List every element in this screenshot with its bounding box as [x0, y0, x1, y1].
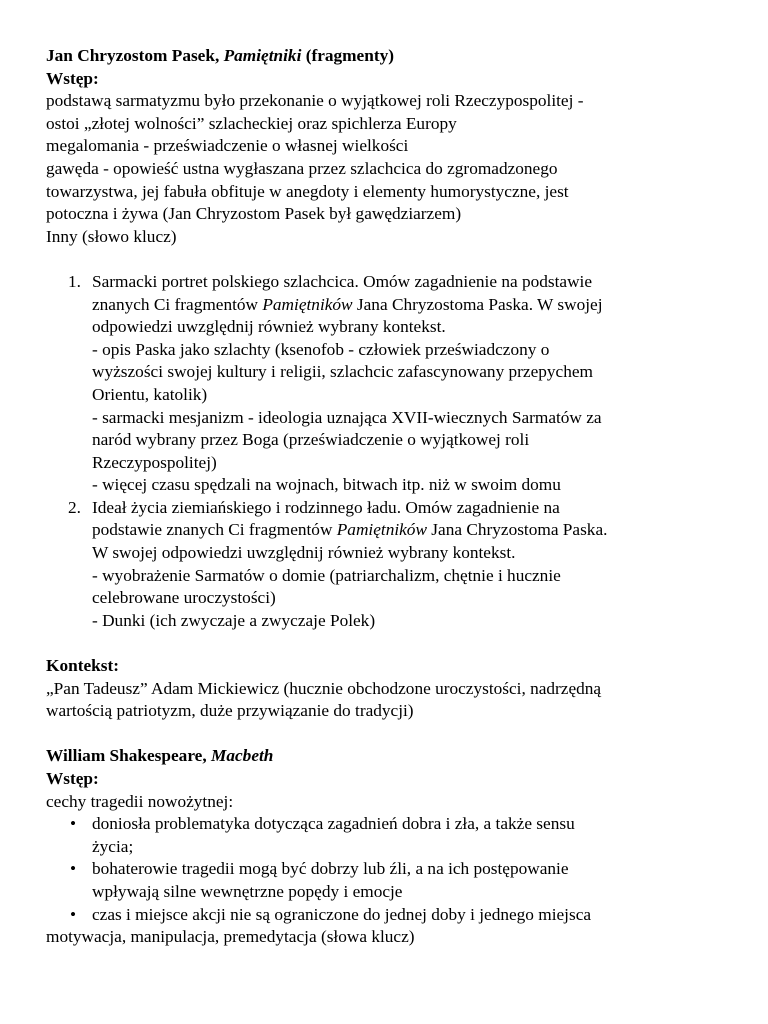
answer-point: - opis Paska jako szlachty (ksenofob - człowiek przeświadczony o	[92, 339, 550, 359]
bullet-list	[46, 813, 726, 903]
answer-point: - więcej czasu spędzali na wojnach, bitwach itp. niż w swoim domu	[92, 475, 561, 495]
title-author: William Shakespeare,	[46, 746, 211, 766]
question-item	[46, 271, 726, 497]
question-text: znanych Ci fragmentów Pamiętników Jana Chryzostoma Paska. W swojej	[92, 294, 603, 314]
macbeth-intro-heading: Wstęp:	[46, 769, 99, 788]
bullet-icon: •	[70, 904, 77, 924]
intro-line: Inny (słowo klucz)	[46, 226, 177, 246]
question-number: 1.	[68, 271, 81, 291]
context-heading: Kontekst:	[46, 656, 119, 676]
title-author: Jan Chryzostom Pasek,	[46, 46, 224, 65]
context-line: „Pan Tadeusz” Adam Mickiewicz (hucznie obchodzone uroczystości, nadrzędną	[46, 678, 602, 698]
title-suffix: (fragmenty)	[301, 46, 394, 65]
title-work: Macbeth	[211, 746, 274, 766]
answer-point: - wyobrażenie Sarmatów o domie (patriarchalizm, chętnie i hucznie	[92, 565, 561, 585]
intro-line: gawęda - opowieść ustna wygłaszana przez szlachcica do zgromadzonego	[46, 158, 558, 178]
bullet-item: • bohaterowie tragedii mogą być dobrzy lub źli, a na ich postępowanie wpływają silne wewnętrzne popędy i emocje	[70, 859, 569, 901]
question-text: Sarmacki portret polskiego szlachcica. Omów zagadnienie na podstawie	[92, 271, 593, 291]
question-text: Ideał życia ziemiańskiego i rodzinnego ładu. Omów zagadnienie na	[92, 497, 560, 517]
intro-line: megalomania - przeświadczenie o własnej wielkości	[46, 136, 409, 156]
intro-line: towarzystwa, jej fabuła obfituje w anegdoty i elementy humorystyczne, jest	[46, 181, 569, 201]
bullet-icon: •	[70, 814, 77, 834]
question-list	[46, 271, 726, 633]
bullet-item: • czas i miejsce akcji nie są ograniczone do jednej doby i jednego miejsca	[46, 904, 726, 927]
answer-point: - sarmacki mesjanizm - ideologia uznająca XVII-wiecznych Sarmatów za	[92, 407, 602, 427]
answer-point: naród wybrany przez Boga (przeświadczenie o wyjątkowej roli	[92, 430, 530, 450]
question-text: podstawie znanych Ci fragmentów Pamiętników Jana Chryzostoma Paska.	[92, 520, 608, 540]
keywords-line: motywacja, manipulacja, premedytacja (słowa klucz)	[46, 927, 415, 947]
intro-line: podstawą sarmatyzmu było przekonanie o wyjątkowej roli Rzeczypospolitej -	[46, 91, 584, 111]
pasek-intro-heading: Wstęp:	[46, 68, 99, 88]
macbeth-title	[46, 745, 726, 768]
question-number: 2.	[68, 497, 81, 517]
context-line: wartością patriotyzm, duże przywiązanie do tradycji)	[46, 701, 414, 721]
intro-line: ostoi „złotej wolności” szlacheckiej oraz spichlerza Europy	[46, 113, 457, 133]
answer-point: celebrowane uroczystości)	[92, 588, 276, 608]
answer-point: Orientu, katolik)	[92, 384, 208, 404]
bullet-item: • doniosła problematyka dotycząca zagadnień dobra i zła, a także sensu życia;	[70, 814, 575, 856]
bullet-icon: •	[70, 859, 77, 879]
intro-line: potoczna i żywa (Jan Chryzostom Pasek był gawędziarzem)	[46, 204, 462, 224]
title-work: Pamiętniki	[223, 46, 302, 65]
pasek-title	[46, 45, 726, 68]
question-item	[46, 497, 726, 633]
answer-point: wyższości swojej kultury i religii, szlachcic zafascynowany przepychem	[92, 362, 593, 382]
answer-point: - Dunki (ich zwyczaje a zwyczaje Polek)	[92, 610, 376, 630]
question-text: odpowiedzi uwzględnij również wybrany kontekst.	[92, 317, 446, 337]
question-text: W swojej odpowiedzi uwzględnij również wybrany kontekst.	[92, 543, 516, 563]
intro-line: cechy tragedii nowożytnej:	[46, 791, 234, 811]
answer-point: Rzeczypospolitej)	[92, 452, 217, 472]
